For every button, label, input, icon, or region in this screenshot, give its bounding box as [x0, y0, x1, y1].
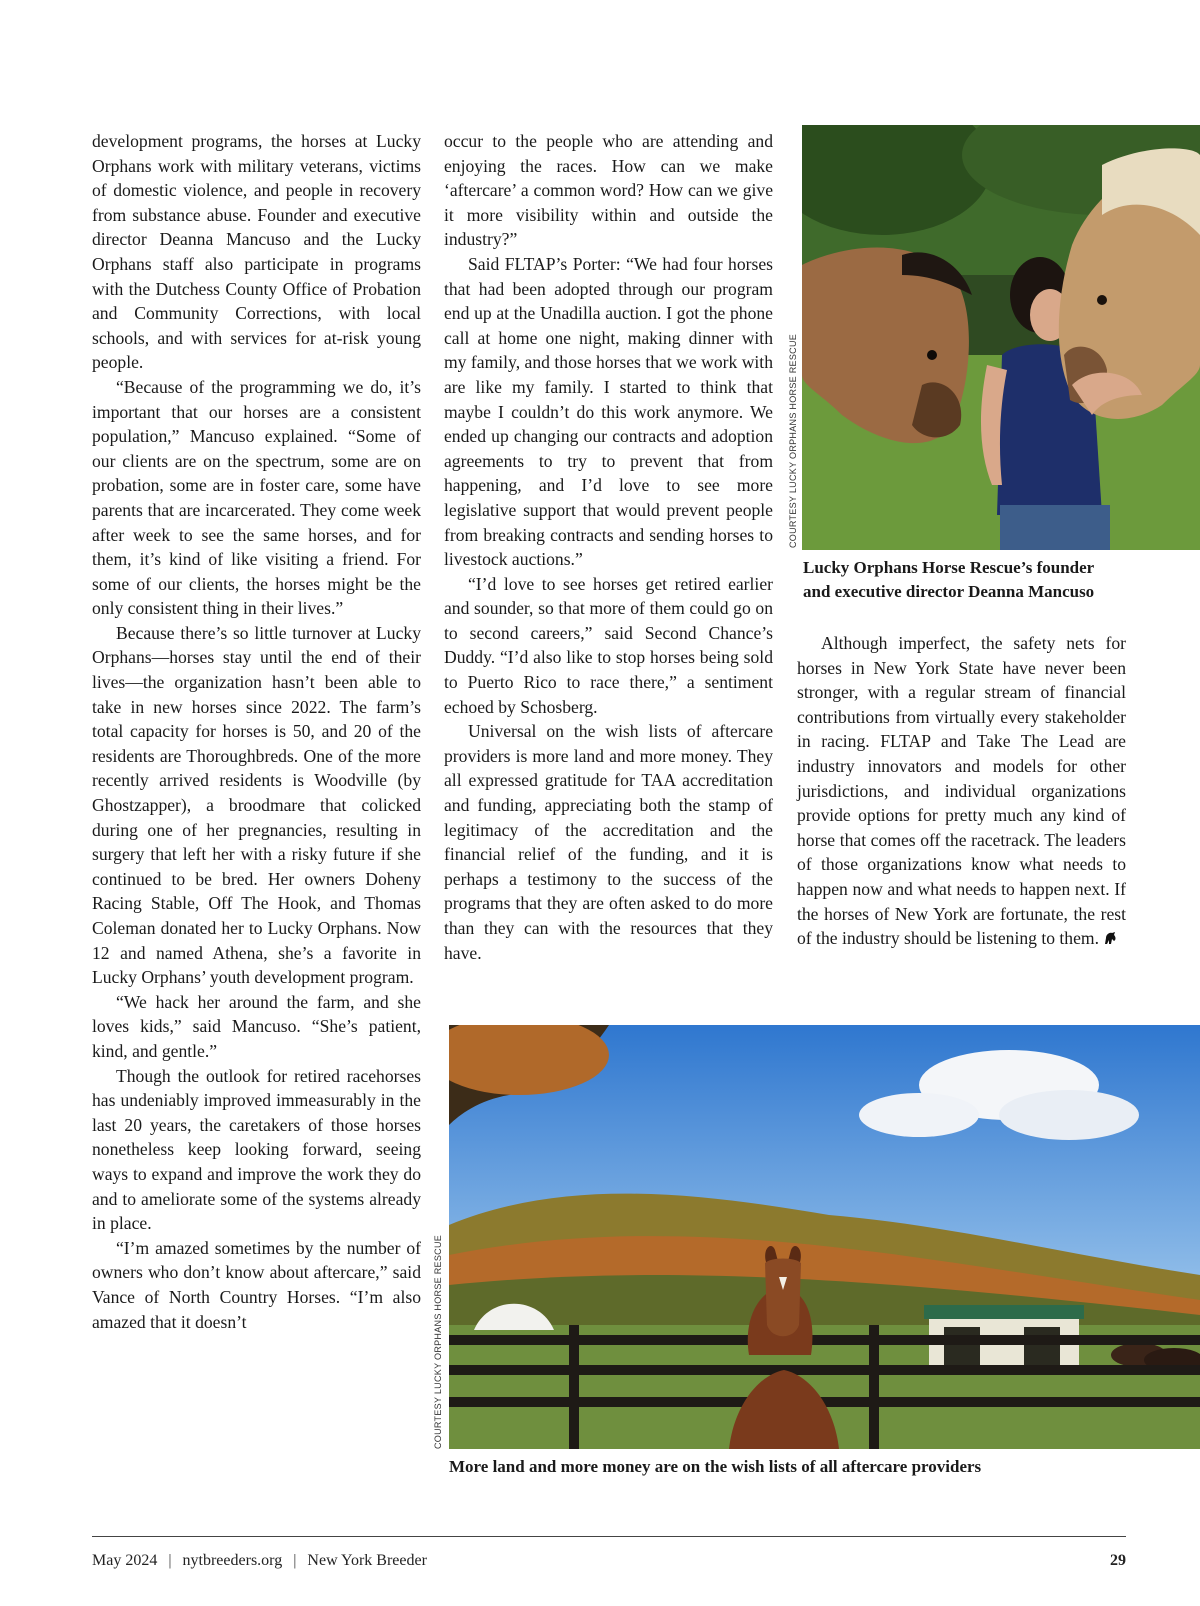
article-column-3 [797, 631, 1126, 951]
paragraph: “I’m amazed sometimes by the number of owners who don’t know about aftercare,” said Vance of North Country Horses. “I’m also amazed that it doesn’t [92, 1237, 421, 1332]
photo-illustration [449, 1025, 1200, 1449]
photo-farm-landscape [449, 1025, 1200, 1449]
article-column-1 [92, 129, 421, 1334]
footer-publication: New York Breeder [307, 1552, 427, 1569]
paragraph-text: Although imperfect, the safety nets for horses in New York State have never been stronger, with a regular stream of financial contributions from virtually every stakeholder in racing. FLTAP and Take The Lead are industry innovators and models for other jurisdictions, and individual organizations provide options for pretty much any kind of horse that comes off the racetrack. The leaders of those organizations know what needs to happen now and what needs to happen next. If the horses of New York are fortunate, the rest of the industry should be listening to them. [797, 633, 1126, 949]
caption-line: and executive director Deanna Mancuso [803, 582, 1095, 601]
paragraph: “I’d love to see horses get retired earlier and sounder, so that more of them could go on to second careers,” said Second Chance’s Duddy. “I’d also like to stop horses being sold to Puerto Rico to race there,” a sentiment echoed by Schosberg. [444, 573, 773, 717]
footer-site: nytbreeders.org [182, 1552, 283, 1569]
photo-caption [803, 556, 1153, 604]
footer-separator: | [293, 1552, 297, 1569]
footer-separator: | [168, 1552, 172, 1569]
paragraph: Universal on the wish lists of aftercare providers is more land and more money. They all expressed gratitude for TAA accreditation and funding, appreciating both the stamp of legitimacy of the accreditation and the financial relief of the funding, and it is perhaps a testimony to the success of the programs that they are often asked to do more than they can with the resources that they have. [444, 721, 773, 963]
photo-illustration [802, 125, 1200, 550]
paragraph: “We hack her around the farm, and she loves kids,” said Mancuso. “She’s patient, kind, and gentle.” [92, 991, 421, 1061]
page-number: 29 [1110, 1552, 1126, 1569]
paragraph: Because there’s so little turnover at Lucky Orphans—horses stay until the end of their lives—the organization hasn’t been able to take in new horses since 2022. The farm’s total capacity for horses is 50, and 20 of the residents are Thoroughbreds. One of the more recently arrived residents is Woodville (by Ghostzapper), a broodmare that colicked during one of her pregnancies, resulting in surgery that left her with a risky future if she continued to be bred. Her owners Doheny Racing Stable, Off The Hook, and Thomas Coleman donated her to Lucky Orphans. Now 12 and named Athena, she’s a favorite in Lucky Orphans’ youth development program. [92, 622, 421, 988]
photo-caption: More land and more money are on the wish lists of all aftercare providers [449, 1457, 982, 1476]
paragraph [797, 631, 1126, 951]
paragraph: development programs, the horses at Lucky Orphans work with military veterans, victims of domestic violence, and people in recovery from substance abuse. Founder and executive director Deanna Mancuso and the Lucky Orphans staff also participate in programs with the Dutchess County Office of Probation and Community Corrections, with local schools, and with services for at-risk young people. [92, 131, 421, 373]
paragraph: occur to the people who are attending and enjoying the races. How can we make ‘aftercare’ a common word? How can we give it more visibility within and outside the industry?” [444, 131, 773, 250]
photo-credit: COURTESY LUCKY ORPHANS HORSE RESCUE [788, 333, 798, 548]
footer-divider [92, 1536, 1126, 1537]
paragraph: Said FLTAP’s Porter: “We had four horses that had been adopted through our program end up at the Unadilla auction. I got the phone call at home one night, making dinner with my family, and those horses that we work with are like my family. I started to think that maybe I couldn’t do this work anymore. We ended up changing our contracts and adoption agreements to try to prevent that from happening, and I’d love to see more legislative support that would prevent people from breaking contracts and sending horses to livestock auctions.” [444, 253, 773, 570]
caption-line: Lucky Orphans Horse Rescue’s founder [803, 558, 1095, 577]
article-column-2 [444, 129, 773, 965]
paragraph: Though the outlook for retired racehorses has undeniably improved immeasurably in the last 20 years, the caretakers of those horses nonetheless keep looking forward, seeing ways to expand and improve the work they do and to ameliorate some of the systems already in place. [92, 1065, 421, 1234]
photo-founder-with-horses [802, 125, 1200, 550]
paragraph: “Because of the programming we do, it’s important that our horses are a consistent population,” Mancuso explained. “Some of our clients are on the spectrum, some are on probation, some are in foster care, some have parents that are incarcerated. They come week after week to see the same horses, and for them, it’s kind of like visiting a friend. For some of our clients, the horses might be the only consistent thing in their lives.” [92, 376, 421, 619]
photo-credit: COURTESY LUCKY ORPHANS HORSE RESCUE [433, 1234, 443, 1449]
horse-end-mark-icon [1103, 931, 1117, 945]
footer-date: May 2024 [92, 1552, 158, 1569]
page-footer [92, 1549, 1126, 1573]
